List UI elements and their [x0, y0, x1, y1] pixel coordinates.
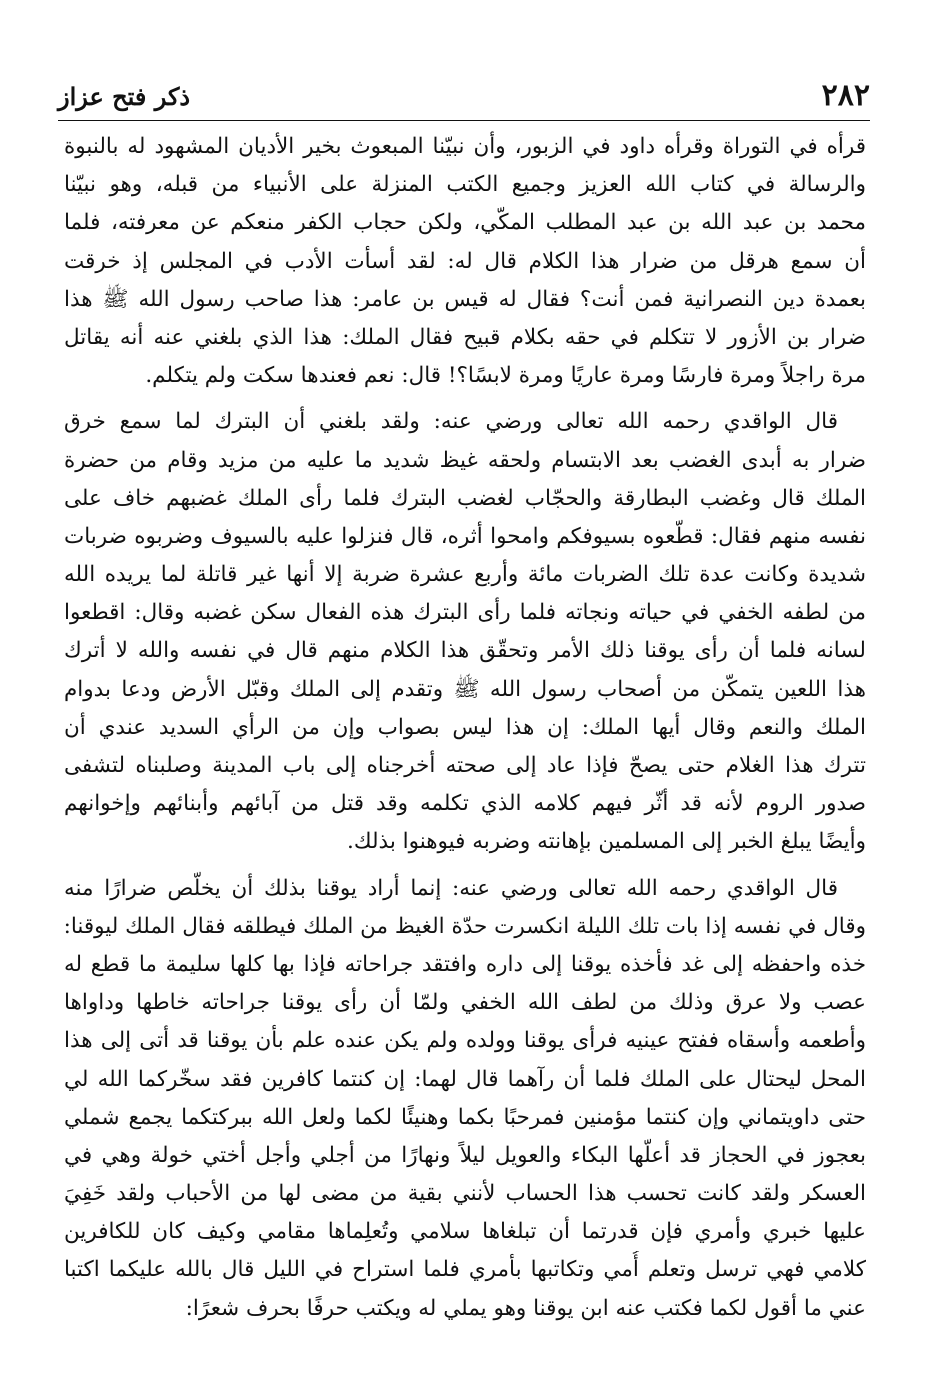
paragraph-3: [64, 870, 866, 1328]
text-line: قرأه في التوراة وقرأه داود في الزبور، وأن نبيّنا المبعوث بخير الأديان المشهود له بالنبوة: [64, 134, 866, 159]
text-line: محمد بن عبد الله بن عبد المطلب المكّي، ولكن حجاب الكفر منعكم عن معرفته، فلما: [64, 210, 866, 236]
paragraph-gap: [64, 395, 866, 403]
text-line: والرسالة في كتاب الله العزيز وجميع الكتب المنزلة على الأنبياء من قبله، وهو نبيّنا: [64, 172, 866, 198]
text-line: قال الواقدي رحمه الله تعالى ورضي عنه: ولقد بلغني أن البترك لما سمع خرق: [64, 409, 838, 435]
text-line: مرة راجلاً ومرة فارسًا ومرة عاريًا ومرة لابسًا؟! قال: نعم فعندها سكت ولم يتكلم.: [145, 363, 866, 389]
text-line: وأيضًا يبلغ الخبر إلى المسلمين بإهانته وضربه فيوهنوا بذلك.: [347, 829, 866, 855]
text-line: قال الواقدي رحمه الله تعالى ورضي عنه: إنما أراد يوقنا بذلك أن يخلّص ضرارًا منه: [64, 875, 838, 901]
text-line: المحل ليحتال على الملك فلما أن رآهما قال لهما: إن كنتما كافرين فقد سخّركما الله لي: [64, 1066, 866, 1092]
text-line: وأطعمه وأسقاه ففتح عينيه فرأى يوقنا وولده ولم يكن عنده علم بأن يوقنا قد أتى إلى هذا: [64, 1028, 866, 1054]
text-line: عصب ولا عرق وذلك من لطف الله الخفي ولمّا أن رأى يوقنا جراحاته خاطها وداواها: [64, 990, 866, 1016]
text-line: بعجوز في الحجاز قد أعلّها البكاء والعويل ليلاً ونهارًا من أجلي وأجل أختي خولة وهي في: [64, 1142, 866, 1168]
text-line: حتى داويتماني وإن كنتما مؤمنين فمرحبًا بكما وهنيئًا لكما ولعل الله ببركتكما يجمع شملي: [64, 1104, 866, 1130]
text-line: خذه واحفظه إلى غد فأخذه يوقنا إلى داره وافتقد جراحاته فإذا بها كلها سليمة ما قطع له: [64, 951, 866, 977]
paragraph-2: [64, 403, 866, 861]
page-body: [64, 128, 866, 1328]
text-line: لسانه فلما أن رأى يوقنا ذلك الأمر وتحقّق هذا الكلام منهم قال في نفسه والله لا أترك: [64, 638, 866, 664]
text-line: الملك والنعم وقال أيها الملك: إن هذا ليس بصواب وإن من الرأي السديد عندي أن: [64, 714, 866, 740]
text-line: من لطفه الخفي في حياته ونجاته فلما رأى البترك هذه الفعال سكن غضبه وقال: اقطعوا: [64, 600, 866, 626]
text-line: عني ما أقول لكما فكتب عنه ابن يوقنا وهو يملي له ويكتب حرفًا بحرف شعرًا:: [185, 1295, 866, 1321]
text-line: بعمدة دين النصرانية فمن أنت؟ فقال له قيس بن عامر: هذا صاحب رسول الله ﷺ هذا: [64, 286, 866, 312]
paragraph-1: [64, 128, 866, 395]
text-line: شديدة وكانت عدة تلك الضربات مائة وأربع عشرة ضربة إلا أنها غير قاتلة لما يريده الله: [64, 562, 866, 588]
text-line: هذا اللعين يتمكّن من أصحاب رسول الله ﷺ وتقدم إلى الملك وقبّل الأرض ودعا بدوام: [64, 676, 866, 702]
text-line: ضرار به أبدى الغضب بعد الابتسام ولحقه غيظ شديد ما عليه من مزيد وقام من حضرة: [64, 447, 866, 473]
text-line: عليها خبري وأمري فإن قدرتما أن تبلغاها سلامي وتُعلِماها مقامي وكيف كان للكافرين: [64, 1219, 866, 1245]
text-line: تترك هذا الغلام حتى يصحّ فإذا عاد إلى صحته أخرجناه إلى باب المدينة وصلبناه لتشفى: [64, 753, 866, 778]
page-number: ٢٨٢: [821, 78, 870, 113]
text-line: الملك قال وغضب البطارقة والحجّاب لغضب البترك فلما رأى الملك غضبهم خاف على: [64, 485, 866, 511]
header-rule: [58, 120, 870, 121]
text-line: كلامي فهي ترسل وتعلم أُمي وتكاتبها بأمري فلما استراح في الليل قال بالله عليكما اكتبا: [64, 1257, 866, 1283]
text-line: ضرار بن الأزور لا تتكلم في حقه بكلام قبيح فقال الملك: هذا الذي بلغني عنه أنه يقاتل: [64, 324, 866, 350]
text-line: أن سمع هرقل من ضرار هذا الكلام قال له: لقد أسأت الأدب في المجلس إذ خرقت: [64, 248, 866, 274]
running-head: ذكر فتح عزاز: [58, 82, 191, 111]
text-line: وقال في نفسه إذا بات تلك الليلة انكسرت حدّة الغيظ من الملك فيطلقه فقال الملك ليوقنا:: [64, 913, 866, 939]
text-line: نفسه منهم فقال: قطّعوه بسيوفكم وامحوا أثره، قال فنزلوا عليه بالسيوف وضربوه ضربات: [64, 523, 866, 549]
paragraph-gap: [64, 862, 866, 870]
text-line: صدور الروم لأنه قد أثّر فيهم كلامه الذي تكلمه وقد قتل من آبائهم وأبنائهم وإخوانهم: [64, 791, 866, 817]
page-header: [58, 78, 870, 118]
text-line: العسكر ولقد كانت تحسب هذا الحساب لأنني بقية من مضى لها من الأحباب ولقد خَفِيَ: [64, 1181, 866, 1207]
